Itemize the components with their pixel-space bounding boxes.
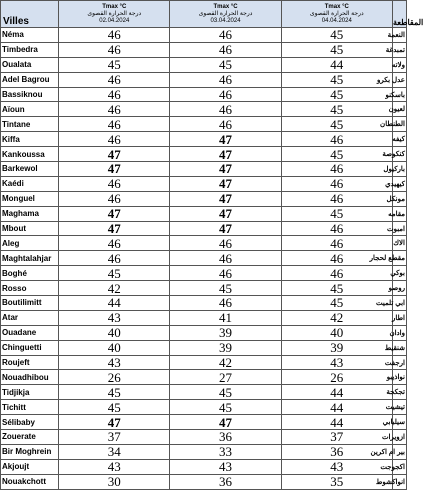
city-name-ar: كيهيدي: [392, 176, 406, 191]
table-row: [1, 117, 407, 132]
city-name: Kaédi: [1, 176, 59, 191]
tmax-day-3: 46: [281, 266, 392, 281]
city-name: Roujeft: [1, 355, 59, 370]
tmax-day-2: 46: [170, 117, 281, 132]
tmax-day-3: 45: [281, 87, 392, 102]
table-row: [1, 385, 407, 400]
tmax-day-2: 46: [170, 28, 281, 43]
tmax-day-3: 36: [281, 444, 392, 459]
header-day-3-ar: درجة الحرارة القصوى: [309, 10, 364, 17]
tmax-day-2: 47: [170, 206, 281, 221]
city-name-ar: شنقيط: [392, 340, 406, 355]
table-row: [1, 415, 407, 430]
city-name: Tidjikja: [1, 385, 59, 400]
tmax-day-2: 45: [170, 385, 281, 400]
city-name-ar: الاك: [392, 236, 406, 251]
tmax-day-2: 46: [170, 296, 281, 311]
tmax-day-1: 46: [59, 87, 170, 102]
tmax-day-1: 47: [59, 221, 170, 236]
city-name-ar: وادان: [392, 325, 406, 340]
table-row: [1, 325, 407, 340]
city-name-ar: عدل بكرو: [392, 72, 406, 87]
city-name-ar: باركيول: [392, 162, 406, 177]
tmax-day-2: 46: [170, 251, 281, 266]
tmax-day-3: 46: [281, 236, 392, 251]
header-day-1-title: Tmax °C: [102, 3, 127, 10]
tmax-day-1: 45: [59, 266, 170, 281]
city-name-ar: كنكوصة: [392, 147, 406, 162]
city-name-ar: ولاته: [392, 57, 406, 72]
tmax-day-1: 43: [59, 310, 170, 325]
city-name-ar: النعمة: [392, 28, 406, 43]
city-name: Tintane: [1, 117, 59, 132]
table-row: [1, 176, 407, 191]
tmax-day-1: 43: [59, 459, 170, 474]
tmax-day-2: 45: [170, 281, 281, 296]
tmax-day-1: 46: [59, 251, 170, 266]
table-row: [1, 370, 407, 385]
tmax-day-3: 46: [281, 251, 392, 266]
tmax-day-3: 44: [281, 385, 392, 400]
tmax-day-2: 33: [170, 444, 281, 459]
table-row: [1, 474, 407, 489]
city-name: Atar: [1, 310, 59, 325]
city-name-ar: بوكي: [392, 266, 406, 281]
tmax-day-1: 34: [59, 444, 170, 459]
tmax-day-3: 42: [281, 310, 392, 325]
tmax-day-1: 46: [59, 236, 170, 251]
city-name: Bassiknou: [1, 87, 59, 102]
city-name-ar: مقطع لحجار: [392, 251, 406, 266]
tmax-day-2: 27: [170, 370, 281, 385]
table-row: [1, 355, 407, 370]
city-name-ar: تمبدغة: [392, 42, 406, 57]
city-name-ar: ازويرات: [392, 430, 406, 445]
tmax-day-3: 45: [281, 28, 392, 43]
tmax-day-3: 45: [281, 206, 392, 221]
tmax-day-1: 46: [59, 42, 170, 57]
table-row: [1, 340, 407, 355]
tmax-day-2: 39: [170, 325, 281, 340]
city-name: Kankoussa: [1, 147, 59, 162]
city-name: Sélibaby: [1, 415, 59, 430]
table-row: [1, 28, 407, 43]
header-row: [1, 1, 407, 28]
city-name: Monguel: [1, 191, 59, 206]
header-day-1: [59, 1, 170, 28]
header-day-3: [281, 1, 392, 28]
table-row: [1, 132, 407, 147]
tmax-day-3: 26: [281, 370, 392, 385]
city-name: Néma: [1, 28, 59, 43]
city-name-ar: روصو: [392, 281, 406, 296]
table-row: [1, 206, 407, 221]
city-name: Oualata: [1, 57, 59, 72]
tmax-day-3: 40: [281, 325, 392, 340]
header-day-2-ar: درجة الحرارة القصوى: [198, 10, 253, 17]
tmax-day-2: 46: [170, 102, 281, 117]
tmax-day-3: 45: [281, 42, 392, 57]
city-name: Kiffa: [1, 132, 59, 147]
tmax-day-1: 46: [59, 28, 170, 43]
city-name: Akjoujt: [1, 459, 59, 474]
table-row: [1, 102, 407, 117]
tmax-day-1: 47: [59, 206, 170, 221]
tmax-day-2: 41: [170, 310, 281, 325]
city-name: Boghé: [1, 266, 59, 281]
city-name: Nouadhibou: [1, 370, 59, 385]
city-name-ar: تيشيت: [392, 400, 406, 415]
city-name: Bir Moghrein: [1, 444, 59, 459]
city-name: Timbedra: [1, 42, 59, 57]
tmax-day-1: 46: [59, 72, 170, 87]
tmax-day-1: 47: [59, 147, 170, 162]
tmax-day-1: 47: [59, 415, 170, 430]
city-name-ar: امبوت: [392, 221, 406, 236]
tmax-day-3: 44: [281, 400, 392, 415]
city-name: Boutilimitt: [1, 296, 59, 311]
city-name-ar: الطنطان: [392, 117, 406, 132]
city-name: Maghtalahjar: [1, 251, 59, 266]
table-row: [1, 459, 407, 474]
table-row: [1, 251, 407, 266]
tmax-day-2: 46: [170, 266, 281, 281]
city-name: Tichitt: [1, 400, 59, 415]
tmax-day-1: 46: [59, 102, 170, 117]
header-day-2-title: Tmax °C: [213, 3, 238, 10]
city-name-ar: تجكجة: [392, 385, 406, 400]
city-name: Zouerate: [1, 430, 59, 445]
table-row: [1, 400, 407, 415]
tmax-day-1: 45: [59, 400, 170, 415]
tmax-day-3: 45: [281, 102, 392, 117]
tmax-day-2: 47: [170, 132, 281, 147]
header-day-2-date: 03.04.2024: [210, 17, 241, 24]
tmax-day-3: 46: [281, 191, 392, 206]
tmax-day-1: 40: [59, 325, 170, 340]
city-name-ar: سيلبابي: [392, 415, 406, 430]
tmax-day-2: 43: [170, 459, 281, 474]
table-row: [1, 221, 407, 236]
tmax-day-2: 36: [170, 474, 281, 489]
tmax-day-3: 45: [281, 281, 392, 296]
table-row: [1, 147, 407, 162]
tmax-day-2: 42: [170, 355, 281, 370]
tmax-day-2: 45: [170, 400, 281, 415]
tmax-day-3: 46: [281, 221, 392, 236]
city-name: Barkewol: [1, 162, 59, 177]
header-ar-region: المقاطعة: [392, 1, 406, 28]
tmax-day-3: 45: [281, 117, 392, 132]
tmax-day-2: 47: [170, 415, 281, 430]
table-row: [1, 296, 407, 311]
city-name: Nouakchott: [1, 474, 59, 489]
table-row: [1, 444, 407, 459]
tmax-day-1: 45: [59, 385, 170, 400]
tmax-day-1: 30: [59, 474, 170, 489]
table-row: [1, 236, 407, 251]
tmax-day-3: 35: [281, 474, 392, 489]
header-day-1-ar: درجة الحرارة القصوى: [87, 10, 142, 17]
city-name-ar: لعيون: [392, 102, 406, 117]
tmax-day-2: 47: [170, 221, 281, 236]
tmax-day-3: 43: [281, 355, 392, 370]
table-row: [1, 266, 407, 281]
tmax-day-1: 42: [59, 281, 170, 296]
table-row: [1, 57, 407, 72]
table-row: [1, 191, 407, 206]
tmax-day-3: 46: [281, 132, 392, 147]
city-name: Mbout: [1, 221, 59, 236]
city-name-ar: كيفه: [392, 132, 406, 147]
tmax-day-2: 47: [170, 176, 281, 191]
tmax-day-1: 46: [59, 117, 170, 132]
city-name: Rosso: [1, 281, 59, 296]
city-name-ar: مقامه: [392, 206, 406, 221]
tmax-day-1: 26: [59, 370, 170, 385]
city-name-ar: اكجوجت: [392, 459, 406, 474]
tmax-day-3: 45: [281, 147, 392, 162]
city-name: Maghama: [1, 206, 59, 221]
tmax-day-1: 45: [59, 57, 170, 72]
tmax-day-1: 46: [59, 132, 170, 147]
tmax-day-3: 46: [281, 176, 392, 191]
tmax-day-1: 43: [59, 355, 170, 370]
tmax-day-1: 44: [59, 296, 170, 311]
tmax-day-1: 47: [59, 162, 170, 177]
tmax-day-1: 46: [59, 176, 170, 191]
tmax-day-2: 46: [170, 72, 281, 87]
table-row: [1, 72, 407, 87]
tmax-day-3: 44: [281, 57, 392, 72]
city-name-ar: بير ام اكرين: [392, 444, 406, 459]
table-body: [1, 28, 407, 490]
city-name: Chinguetti: [1, 340, 59, 355]
table-row: [1, 430, 407, 445]
tmax-day-2: 46: [170, 42, 281, 57]
city-name-ar: نواذيبو: [392, 370, 406, 385]
table-row: [1, 310, 407, 325]
tmax-day-2: 46: [170, 236, 281, 251]
city-name-ar: اطار: [392, 310, 406, 325]
tmax-day-3: 37: [281, 430, 392, 445]
table-row: [1, 162, 407, 177]
header-day-1-date: 02.04.2024: [99, 17, 130, 24]
tmax-day-2: 46: [170, 87, 281, 102]
city-name: Ouadane: [1, 325, 59, 340]
city-name-ar: انواكشوط: [392, 474, 406, 489]
tmax-day-3: 46: [281, 162, 392, 177]
city-name-ar: ارجفت: [392, 355, 406, 370]
tmax-day-1: 46: [59, 191, 170, 206]
city-name: Aleg: [1, 236, 59, 251]
city-name: Adel Bagrou: [1, 72, 59, 87]
header-day-3-title: Tmax °C: [324, 3, 349, 10]
table-row: [1, 87, 407, 102]
city-name-ar: باسكنو: [392, 87, 406, 102]
tmax-day-3: 43: [281, 459, 392, 474]
tmax-day-1: 40: [59, 340, 170, 355]
tmax-day-3: 39: [281, 340, 392, 355]
tmax-day-2: 47: [170, 162, 281, 177]
city-name-ar: ابي تلميت: [392, 296, 406, 311]
header-cities: Villes: [1, 1, 59, 28]
tmax-day-3: 44: [281, 415, 392, 430]
tmax-day-2: 45: [170, 57, 281, 72]
tmax-day-2: 47: [170, 191, 281, 206]
tmax-day-2: 47: [170, 147, 281, 162]
tmax-day-3: 45: [281, 296, 392, 311]
table-row: [1, 42, 407, 57]
table-row: [1, 281, 407, 296]
city-name: Aïoun: [1, 102, 59, 117]
tmax-day-3: 45: [281, 72, 392, 87]
tmax-day-2: 39: [170, 340, 281, 355]
city-name-ar: مونكل: [392, 191, 406, 206]
header-day-2: [170, 1, 281, 28]
tmax-day-2: 36: [170, 430, 281, 445]
tmax-day-1: 37: [59, 430, 170, 445]
header-day-3-date: 04.04.2024: [321, 17, 352, 24]
